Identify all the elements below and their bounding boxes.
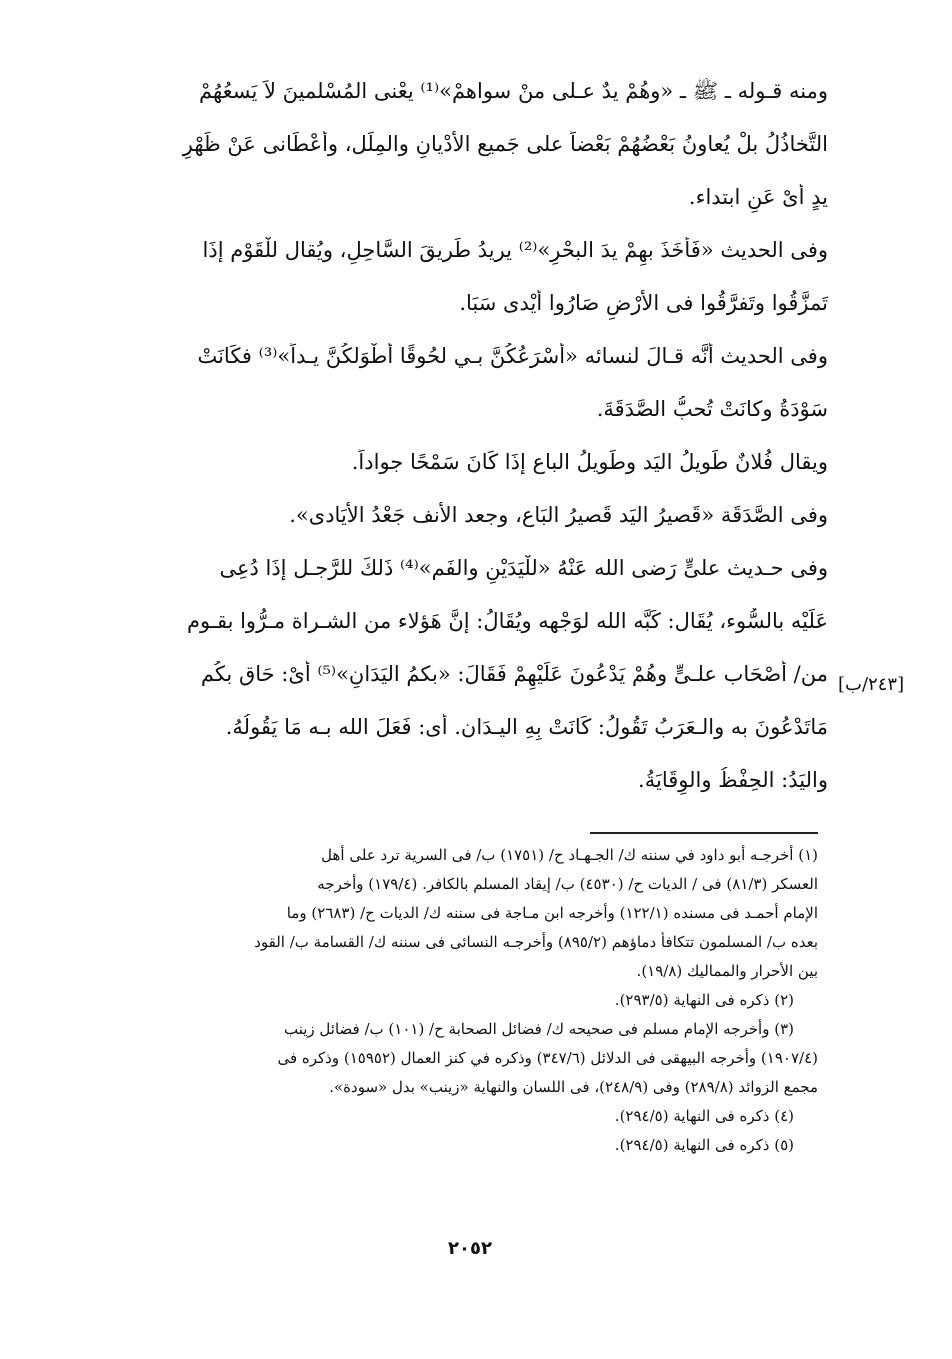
footnote-line: (٢) ذكره فى النهاية (٢٩٣/٥). xyxy=(614,991,794,1009)
text-line: وفى الحديث أنَّه قـالَ لنسائه «أَسْرَعُكُنَّ بـي لحُوقًا أَطْوَلكُنَّ يـداً»⁽³⁾ فكَانَتْ xyxy=(197,344,828,368)
text-line: يدٍ أىْ عَنِ ابتداء. xyxy=(688,185,828,209)
footnote-line: الإمام أحمـد فى مسنده (١٢٢/١) وأخرجه ابن مـاجة فى سننه ك/ الديات ح/ (٢٦٨٣) وما xyxy=(286,904,818,922)
footnote-line: (٤) ذكره فى النهاية (٢٩٤/٥). xyxy=(614,1107,794,1125)
page-number: ٢٠٥٢ xyxy=(448,1238,492,1259)
footnotes xyxy=(96,845,818,1164)
main-text xyxy=(108,78,828,820)
text-line: وفى الصَّدَقَة «قَصيرُ اليَد قَصيرُ البَاع، وجعد الأنف جَعْدُ الأيَادى». xyxy=(289,503,828,527)
footnote-separator xyxy=(590,832,818,834)
text-line: التَّخاذُلُ بلْ يُعاونُ بَعْضُهُمْ بَعْضاً على جَميع الأدْيانِ والمِلَل، وأعْطَانى عَنْ ظَهْرِ xyxy=(182,132,828,156)
text-line: سَوْدَةُ وكانَتْ تُحبُّ الصَّدَقَةَ. xyxy=(596,397,828,421)
text-line: ويقال فُلانٌ طَويلُ اليَد وطَويلُ الباع إذَا كَانَ سَمْحًا جواداً. xyxy=(351,450,828,474)
footnote-line: (٣) وأخرجه الإمام مسلم فى صحيحه ك/ فضائل الصحابة ح/ (١٠١) ب/ فضائل زينب xyxy=(283,1020,794,1038)
footnote-line: (١٩٠٧/٤) وأخرجه البيهقى فى الدلائل (٣٤٧/٦) وذكره في كنز العمال (١٥٩٥٢) وذكره فى xyxy=(277,1049,818,1067)
text-line: وفى حـديث علىٍّ رَضى الله عَنْهُ «للْيَدَيْنِ والفَم»⁽⁴⁾ ذَلكَ للرَّجـل إذَا دُعِى xyxy=(219,556,828,580)
manuscript-folio-marker: [٢٤٣/ب] xyxy=(838,674,905,695)
text-line: ومنه قـوله ـ ﷺ ـ «وهُمْ يدٌ عـلى منْ سواهمْ»⁽¹⁾ يعْنى المُسْلمينَ لاَ يَسعُهُمْ xyxy=(198,79,828,103)
text-line: وفى الحديث «فَأَخَذَ بهِمْ يدَ البحْرِ»⁽²⁾ يريدُ طَريقَ السَّاحِلِ، ويُقال للْقَوْم إذَا xyxy=(202,238,828,262)
footnote-line: مجمع الزوائد (٢٨٩/٨) وفى (٢٤٨/٩)، فى اللسان والنهاية «زينب» بدل «سودة». xyxy=(329,1078,818,1096)
text-line: عَلَيْه بالسُّوء، يُقَال: كَبَّه الله لوَجْهه ويُقَالُ: إنَّ هَؤلاء من الشـراة مـرُّوا بقـوم xyxy=(186,609,828,633)
footnote-line: بعده ب/ المسلمون تتكافأ دماؤهم (٨٩٥/٢) وأخرجـه النسائى فى سننه ك/ القسامة ب/ القود xyxy=(254,933,818,951)
text-line: مَاتَدْعُونَ به والـعَرَبُ تَقُولُ: كَانَتْ بِهِ اليـدَان. أى: فَعَلَ الله بـه مَا يَقُولُهُ. xyxy=(225,715,828,739)
footnote-line: (١) أخرجـه أبو داود في سننه ك/ الجـهـاد ح/ (١٧٥١) ب/ فى السرية ترد على أهل xyxy=(321,846,818,864)
text-line: تَمزَّقُوا وتَفرَّقُوا فى الأرْضِ صَارُوا أَيْدى سَبَا. xyxy=(459,291,828,315)
footnote-line: العسكر (٨١/٣) فى / الديات ح/ (٤٥٣٠) ب/ إيقاد المسلم بالكافر. (١٧٩/٤) وأخرجه xyxy=(317,875,818,893)
text-line: من/ أَصْحَاب علـىٍّ وهُمْ يَدْعُونَ عَلَيْهِمْ فَقَالَ: «بكمُ اليَدَانِ»⁽⁵⁾ أىْ: حَاق بكُم xyxy=(200,662,828,686)
text-line: واليَدُ: الحِفْظُ والوِقَايَةُ. xyxy=(638,768,828,792)
footnote-line: (٥) ذكره فى النهاية (٢٩٤/٥). xyxy=(614,1136,794,1154)
footnote-line: بين الأحرار والمماليك (١٩/٨). xyxy=(636,962,818,980)
